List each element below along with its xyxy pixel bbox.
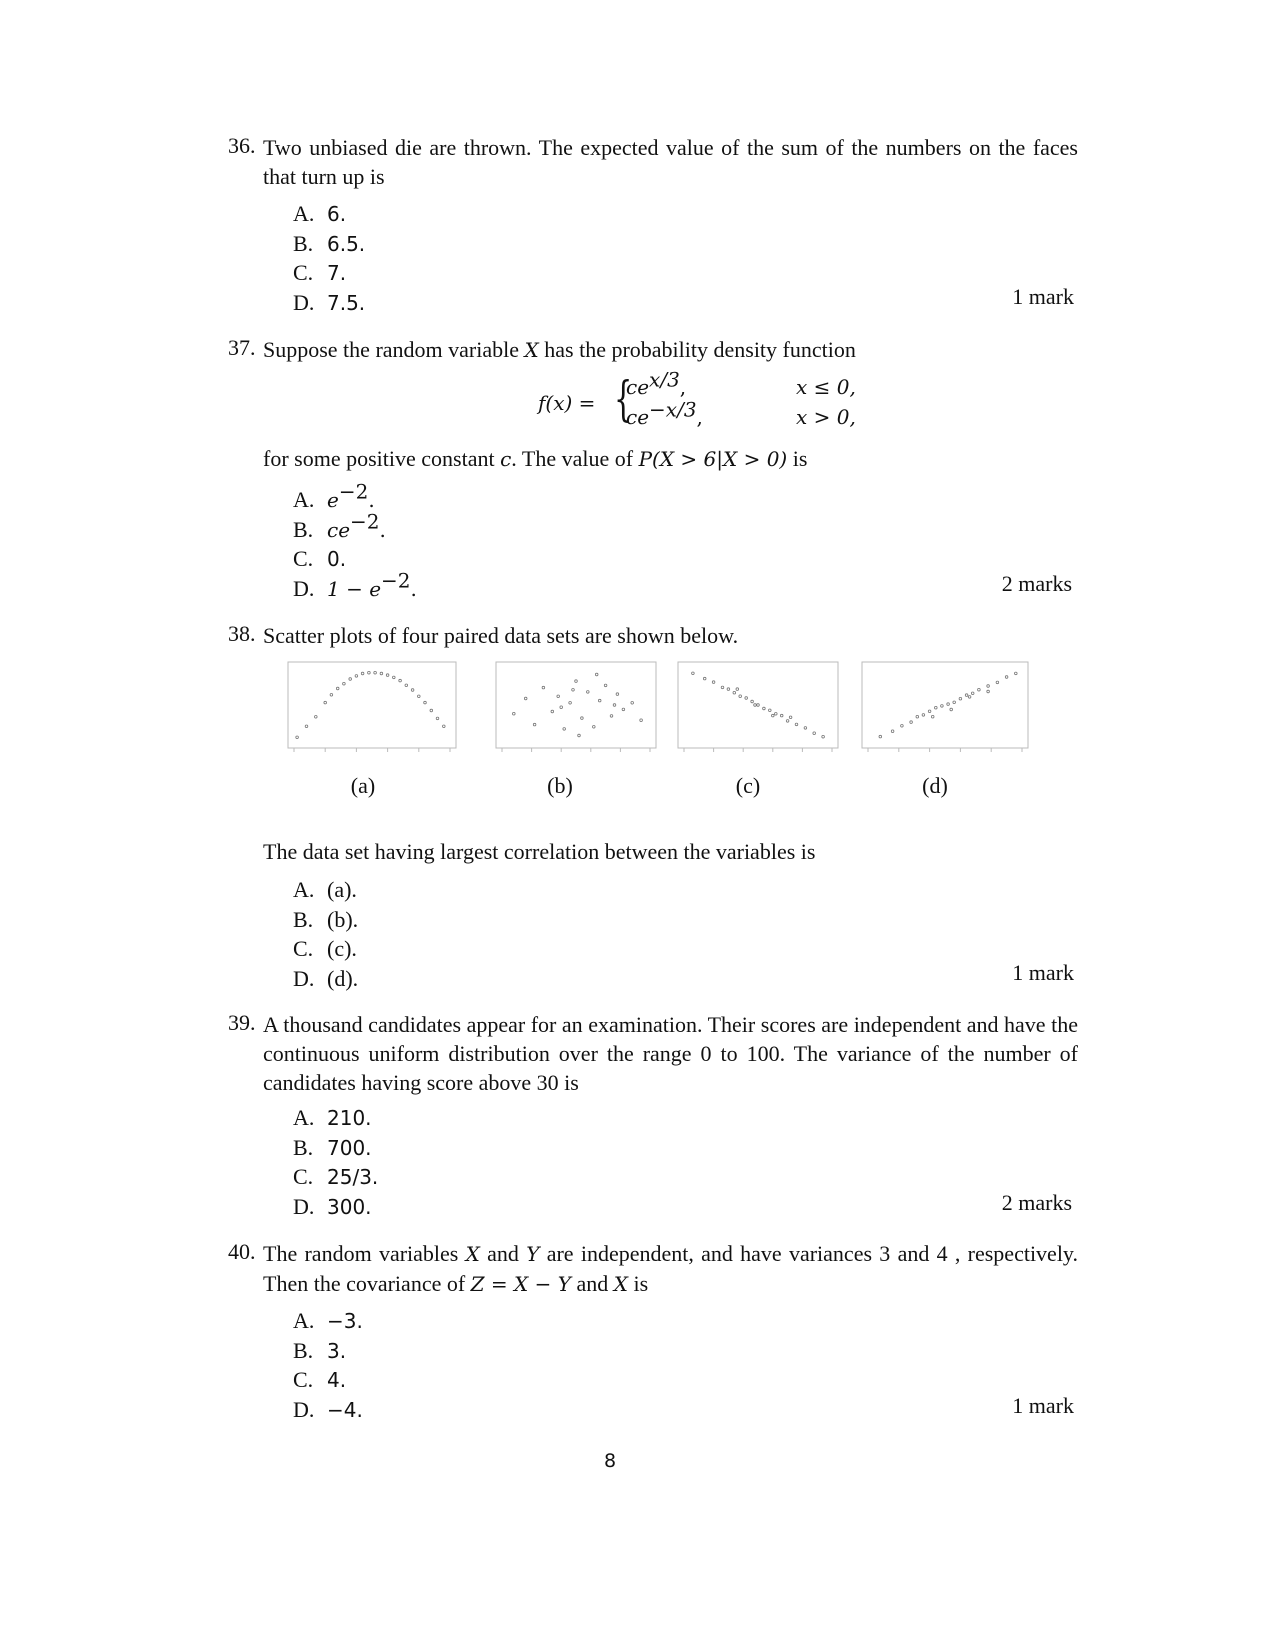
option-c: C. (c).	[293, 936, 357, 961]
data-point	[513, 712, 516, 715]
data-point	[721, 686, 724, 689]
data-point	[712, 681, 715, 684]
option-c: C. 7.	[293, 260, 347, 285]
plot-label-c: (c)	[735, 773, 761, 798]
option-b: B. (b).	[293, 906, 359, 932]
data-point	[928, 710, 931, 713]
option-a: A. (a).	[293, 877, 357, 902]
data-point	[443, 725, 446, 728]
data-point	[349, 678, 352, 681]
data-point	[1005, 676, 1008, 679]
data-point	[757, 704, 760, 707]
data-point	[754, 704, 757, 707]
data-point	[424, 701, 427, 704]
data-point	[987, 685, 990, 688]
option-b: B. 700.	[293, 1134, 372, 1160]
data-point	[813, 732, 816, 735]
scatter-plot-a	[278, 658, 458, 758]
plot-frame	[496, 662, 656, 748]
scatter-svg	[486, 658, 658, 758]
data-point	[987, 690, 990, 693]
data-point	[399, 679, 402, 682]
data-point	[563, 728, 566, 731]
data-point	[786, 720, 789, 723]
pdf-formula: f(x) = { $ce^{x/3}$, x ≤ 0, $ce^{-x/3}$, x > 0,	[538, 367, 856, 429]
data-point	[361, 672, 364, 675]
scatter-plot-d	[852, 658, 1030, 758]
data-point	[587, 691, 590, 694]
question-stem: The random variables X and Y are independent, and have variances 3 and 4 , respectively. Then the covariance of Z = X − Y and X is	[263, 1241, 1079, 1296]
data-point	[631, 702, 634, 705]
question-36	[228, 133, 1078, 315]
marks-label: 2 marks	[1001, 571, 1072, 596]
data-point	[953, 701, 956, 704]
data-point	[386, 674, 389, 677]
question-number: 38.	[228, 621, 256, 646]
data-point	[622, 708, 625, 711]
plot-label-a: (a)	[350, 773, 376, 798]
data-point	[610, 715, 613, 718]
plot-frame	[678, 662, 838, 748]
data-point	[769, 709, 772, 712]
data-point	[640, 719, 643, 722]
option-b: B. 3.	[293, 1337, 347, 1363]
option-list	[293, 199, 365, 317]
question-number: 37.	[228, 335, 256, 360]
option-list	[293, 1306, 363, 1424]
data-point	[879, 735, 882, 738]
option-list	[293, 875, 358, 993]
scatter-svg	[668, 658, 840, 758]
option-list	[293, 1103, 378, 1221]
scatter-svg	[852, 658, 1030, 758]
option-d: D. −4.	[293, 1396, 363, 1422]
data-point	[533, 723, 536, 726]
data-point	[355, 675, 358, 678]
data-point	[795, 723, 798, 726]
data-point	[542, 686, 545, 689]
data-point	[613, 704, 616, 707]
question-stem: Suppose the random variable X has the probability density function	[263, 337, 856, 362]
question-37	[228, 335, 1078, 601]
data-point	[598, 699, 601, 702]
data-point	[922, 714, 925, 717]
data-point	[910, 721, 913, 724]
data-point	[315, 716, 318, 719]
data-point	[941, 705, 944, 708]
data-point	[901, 725, 904, 728]
option-d: D. (d).	[293, 965, 359, 991]
data-point	[931, 715, 934, 718]
question-number: 36.	[228, 133, 256, 158]
question-39	[228, 1010, 1078, 1219]
option-d: D. 300.	[293, 1193, 372, 1219]
option-a: A. 210.	[293, 1105, 372, 1130]
data-point	[692, 672, 695, 675]
scatter-svg	[278, 658, 458, 758]
scatter-plot-b	[486, 658, 658, 758]
data-point	[368, 671, 371, 674]
marks-label: 1 mark	[1012, 284, 1074, 309]
plot-label-d: (d)	[922, 773, 948, 798]
page-number: 8	[603, 1450, 617, 1472]
question-40	[228, 1239, 1079, 1422]
data-point	[557, 695, 560, 698]
data-point	[965, 694, 968, 697]
option-a: A. −3.	[293, 1308, 363, 1333]
data-point	[971, 692, 974, 695]
data-point	[393, 676, 396, 679]
data-point	[739, 695, 742, 698]
data-point	[593, 726, 596, 729]
option-a: A. $e^{-2}$.	[293, 479, 375, 512]
data-point	[336, 687, 339, 690]
option-c: C. 0.	[293, 546, 347, 571]
data-point	[736, 688, 739, 691]
data-point	[733, 691, 736, 694]
data-point	[780, 714, 783, 717]
option-c: C. 4.	[293, 1367, 347, 1392]
plot-frame	[862, 662, 1028, 748]
data-point	[1015, 672, 1018, 675]
question-number: 39.	[228, 1010, 256, 1035]
data-point	[950, 708, 953, 711]
data-point	[947, 703, 950, 706]
data-point	[616, 693, 619, 696]
option-list	[293, 479, 417, 603]
data-point	[996, 681, 999, 684]
option-d: D. 7.5.	[293, 289, 366, 315]
data-point	[822, 735, 825, 738]
marks-label: 1 mark	[1012, 1393, 1074, 1418]
data-point	[916, 715, 919, 718]
data-point	[804, 727, 807, 730]
question-number: 40.	[228, 1239, 256, 1264]
data-point	[575, 680, 578, 683]
option-b: B. $ce^{-2}$.	[293, 509, 386, 542]
data-point	[959, 697, 962, 700]
data-point	[374, 671, 377, 674]
data-point	[891, 730, 894, 733]
data-point	[430, 709, 433, 712]
follow-text: The data set having largest correlation between the variables is	[263, 839, 816, 864]
data-point	[330, 694, 333, 697]
data-point	[745, 697, 748, 700]
data-point	[418, 695, 421, 698]
data-point	[595, 673, 598, 676]
brace: {	[614, 371, 633, 427]
data-point	[978, 688, 981, 691]
data-point	[405, 684, 408, 687]
option-a: A. 6.	[293, 201, 347, 226]
data-point	[572, 689, 575, 692]
data-point	[751, 700, 754, 703]
data-point	[789, 716, 792, 719]
data-point	[935, 706, 938, 709]
option-d: D. $1 - e^{-2}$.	[293, 568, 417, 601]
data-point	[551, 710, 554, 713]
data-point	[763, 707, 766, 710]
marks-label: 2 marks	[1001, 1190, 1072, 1215]
question-38-continued	[228, 837, 1078, 991]
plot-label-b: (b)	[547, 773, 573, 798]
data-point	[703, 677, 706, 680]
question-stem: Scatter plots of four paired data sets are shown below.	[263, 623, 739, 648]
option-c: C. 25/3.	[293, 1164, 379, 1189]
data-point	[296, 736, 299, 739]
data-point	[968, 696, 971, 699]
plot-frame	[288, 662, 456, 748]
data-point	[581, 717, 584, 720]
data-point	[727, 688, 730, 691]
question-stem: A thousand candidates appear for an examination. Their scores are independent and have the continuous uniform distribution over the range 0 to 100. The variance of the number of candidates having score above 30 is	[263, 1012, 1078, 1095]
data-point	[772, 714, 775, 717]
data-point	[569, 702, 572, 705]
data-point	[380, 672, 383, 675]
option-b: B. 6.5.	[293, 230, 366, 256]
data-point	[411, 689, 414, 692]
data-point	[343, 682, 346, 685]
data-point	[560, 706, 563, 709]
data-point	[775, 713, 778, 716]
data-point	[604, 684, 607, 687]
data-point	[524, 697, 527, 700]
scatter-plot-c	[668, 658, 840, 758]
follow-text: for some positive constant c. The value of P(X > 6|X > 0) is	[263, 446, 808, 471]
data-point	[305, 725, 308, 728]
data-point	[436, 717, 439, 720]
question-38	[228, 621, 1078, 650]
data-point	[578, 734, 581, 737]
marks-label: 1 mark	[1012, 960, 1074, 985]
data-point	[324, 701, 327, 704]
question-stem: Two unbiased die are thrown. The expected value of the sum of the numbers on the faces that turn up is	[263, 135, 1078, 189]
